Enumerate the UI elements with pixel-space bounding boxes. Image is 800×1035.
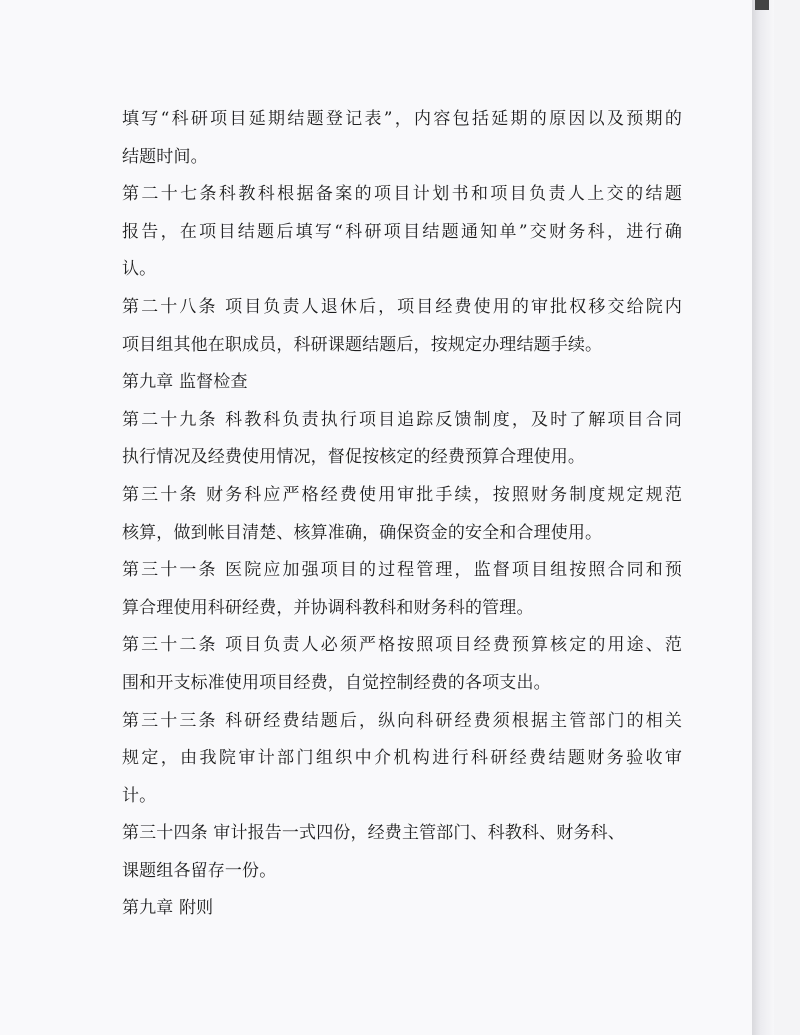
body-line: 认。 [122,259,157,280]
body-line: 执行情况及经费使用情况，督促按核定的经费预算合理使用。 [122,447,586,468]
article-28-line: 第二十八条 项目负责人退休后，项目经费使用的审批权移交给院内 [122,296,682,317]
chapter-heading: 第九章 监督检查 [122,372,248,393]
scan-corner-mark [755,0,769,10]
article-29-line: 第二十九条 科教科负责执行项目追踪反馈制度，及时了解项目合同 [122,409,682,430]
body-line: 课题组各留存一份。 [122,860,277,881]
body-line: 规定，由我院审计部门组织中介机构进行科研经费结题财务验收审 [122,748,682,769]
page-edge-shadow [752,0,774,1035]
article-32-line: 第三十二条 项目负责人必须严格按照项目经费预算核定的用途、范 [122,635,682,656]
article-34-line: 第三十四条 审计报告一式四份，经费主管部门、科教科、财务科、 [122,823,625,844]
article-31-line: 第三十一条 医院应加强项目的过程管理，监督项目组按照合同和预 [122,560,682,581]
body-line: 算合理使用科研经费，并协调科教科和财务科的管理。 [122,597,534,618]
article-27-line: 第二十七条科教科根据备案的项目计划书和项目负责人上交的结题 [122,184,682,205]
body-line: 结题时间。 [122,146,208,167]
chapter-heading: 第九章 附则 [122,898,214,919]
article-30-line: 第三十条 财务科应严格经费使用审批手续，按照财务制度规定规范 [122,484,682,505]
document-body [122,101,682,928]
body-line: 围和开支标准使用项目经费，自觉控制经费的各项支出。 [122,672,551,693]
body-line: 核算，做到帐目清楚、核算准确，确保资金的安全和合理使用。 [122,522,603,543]
body-line: 计。 [122,785,157,806]
body-line: 项目组其他在职成员，科研课题结题后，按规定办理结题手续。 [122,334,603,355]
scan-margin [774,0,800,1035]
article-33-line: 第三十三条 科研经费结题后，纵向科研经费须根据主管部门的相关 [122,710,682,731]
body-line: 填写“科研项目延期结题登记表”，内容包括延期的原因以及预期的 [122,109,682,129]
body-line: 报告，在项目结题后填写“科研项目结题通知单”交财务科，进行确 [122,221,682,242]
